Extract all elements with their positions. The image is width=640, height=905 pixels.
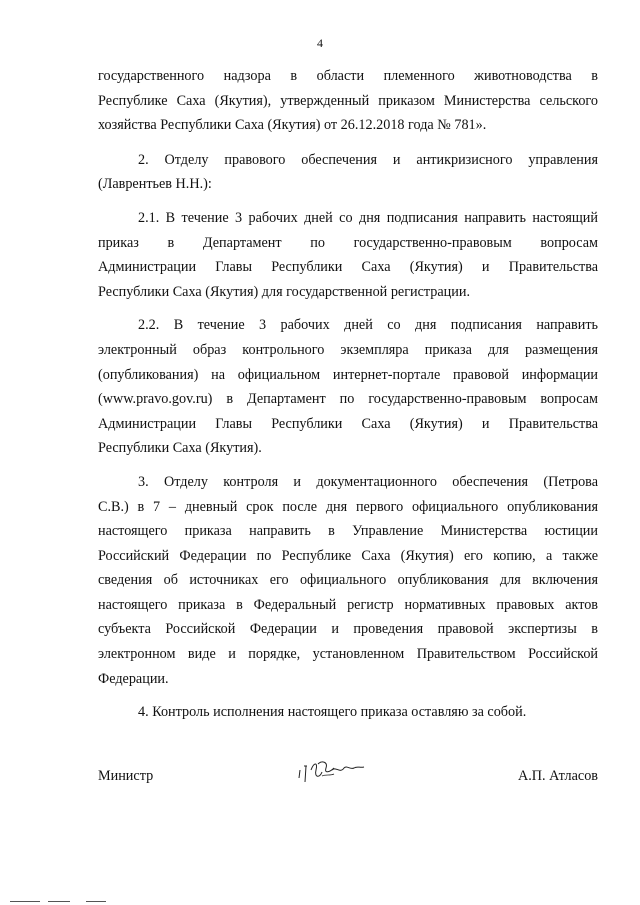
text-line: 2. Отделу правового обеспечения и антикризисного управления	[138, 151, 598, 168]
text-line: Российский Федерации по Республике Саха (Якутия) его копию, а также	[98, 547, 598, 564]
text-line: (Лаврентьев Н.Н.):	[98, 176, 212, 193]
paragraph-item-3	[98, 470, 598, 691]
text-line: настоящего приказа направить в Управление Министерства юстиции	[98, 523, 598, 540]
signer-title: Министр	[98, 768, 154, 784]
text-line: электронном виде и порядке, установленном Правительством Российской	[98, 646, 598, 663]
text-line: 2.1. В течение 3 рабочих дней со дня подписания направить настоящий	[138, 209, 598, 226]
text-line: Республике Саха (Якутия), утвержденный приказом Министерства сельского	[98, 92, 598, 109]
text-line: Республики Саха (Якутия) для государственной регистрации.	[98, 283, 471, 300]
text-line: хозяйства Республики Саха (Якутия) от 26.12.2018 года № 781».	[98, 117, 487, 134]
text-line: Республики Саха (Якутия).	[98, 440, 262, 457]
text-line: государственного надзора в области племенного животноводства в	[98, 68, 598, 84]
paragraph-continuation	[98, 64, 598, 138]
paragraph-item-2	[98, 148, 598, 197]
document-body	[98, 64, 598, 734]
text-line: электронный образ контрольного экземпляра приказа для размещения	[98, 341, 598, 358]
paragraph-item-2-1	[98, 206, 598, 304]
footer-rule	[86, 901, 106, 902]
text-line: приказ в Департамент по государственно-правовым вопросам	[98, 234, 598, 251]
page-number: 4	[317, 36, 323, 50]
text-line: 4. Контроль исполнения настоящего приказа оставляю за собой.	[138, 704, 527, 721]
text-line: Администрации Главы Республики Саха (Якутия) и Правительства	[98, 415, 598, 432]
text-line: настоящего приказа в Федеральный регистр нормативных правовых актов	[98, 596, 598, 613]
text-line: (www.pravo.gov.ru) в Департамент по государственно-правовым вопросам	[98, 391, 598, 408]
text-line: Федерации.	[98, 670, 169, 687]
signature-block	[98, 762, 598, 792]
text-line: 3. Отделу контроля и документационного обеспечения (Петрова	[138, 473, 598, 490]
text-line: (опубликования) на официальном интернет-портале правовой информации	[98, 366, 598, 383]
text-line: субъекта Российской Федерации и проведения правовой экспертизы в	[98, 621, 598, 638]
text-line: Администрации Главы Республики Саха (Якутия) и Правительства	[98, 259, 598, 276]
signer-name: А.П. Атласов	[518, 768, 598, 784]
paragraph-item-4	[98, 700, 598, 725]
paragraph-item-2-2	[98, 313, 598, 461]
text-line: сведения об источниках его официального опубликования для включения	[98, 572, 598, 589]
footer-rule	[10, 901, 40, 902]
text-line: С.В.) в 7 – дневный срок после дня первого официального опубликования	[98, 498, 598, 515]
text-line: 2.2. В течение 3 рабочих дней со дня подписания направить	[138, 317, 598, 334]
footer-rule	[48, 901, 70, 902]
handwritten-signature	[294, 756, 368, 786]
